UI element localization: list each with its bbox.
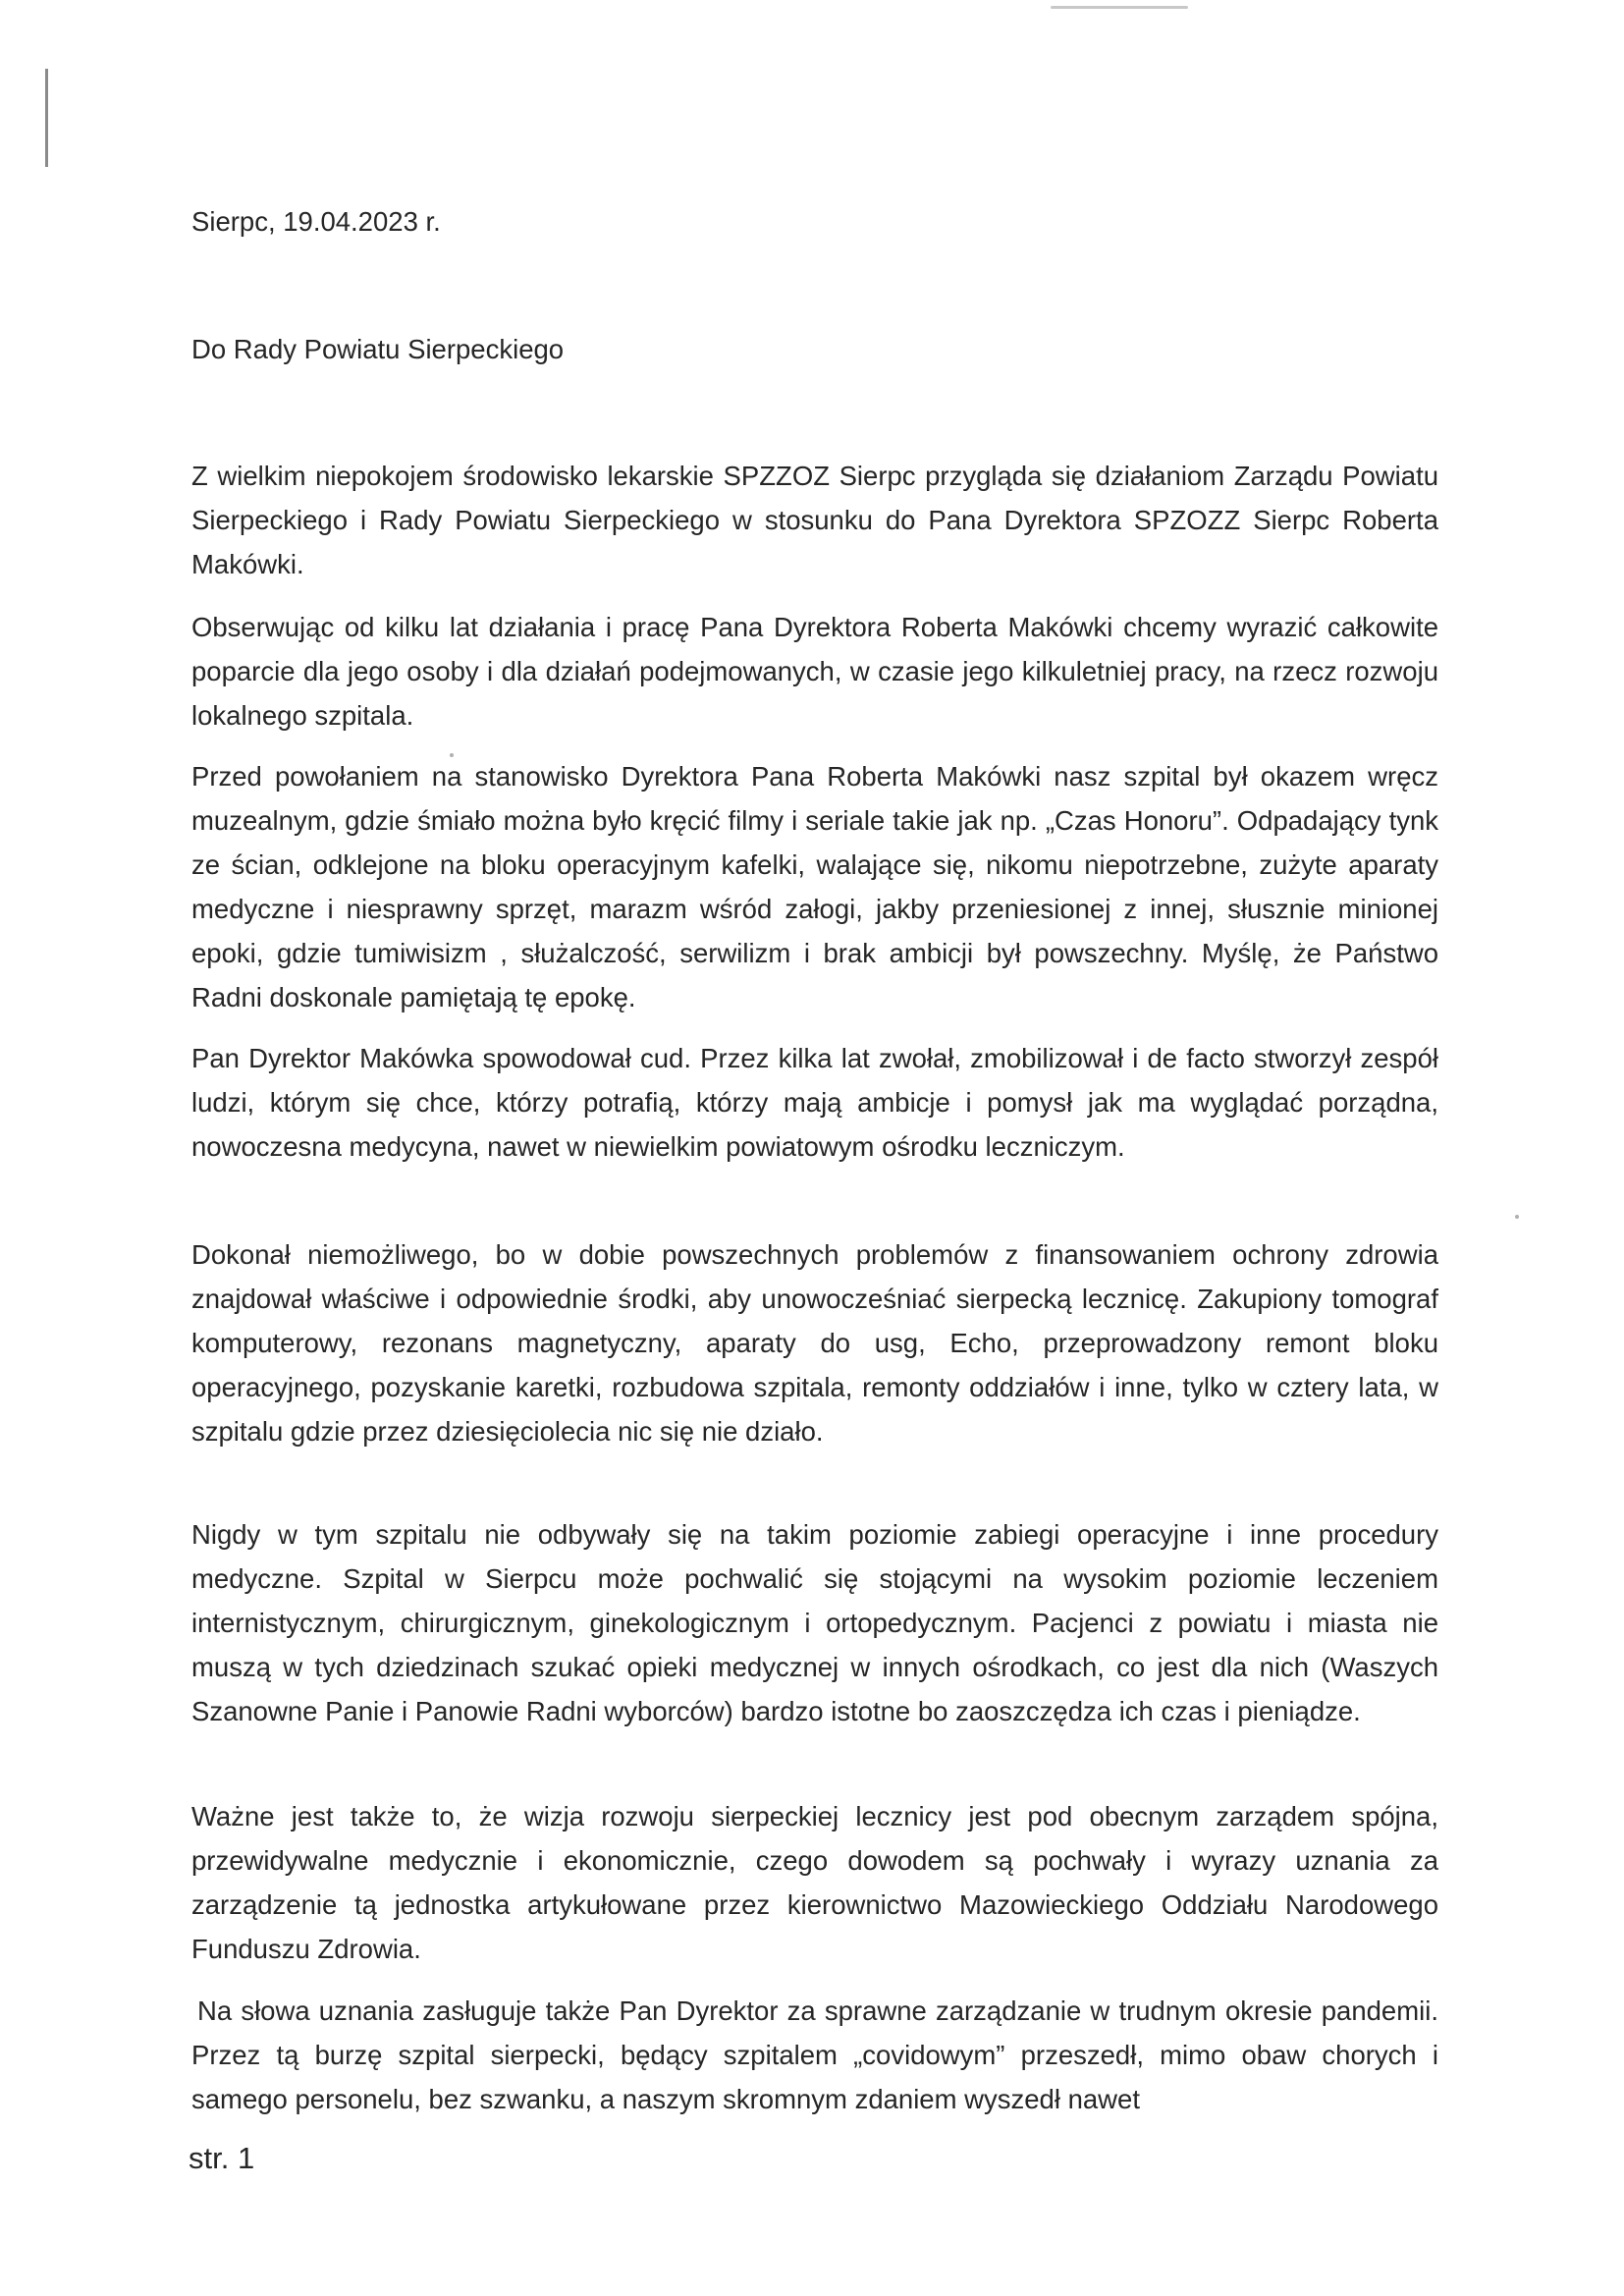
- paragraph-1: Z wielkim niepokojem środowisko lekarskie SPZZOZ Sierpc przygląda się działaniom Zarządu Powiatu Sierpeckiego i Rady Powiatu Sierpeckiego w stosunku do Pana Dyrektora SPZOZZ Sierpc Roberta Makówki.: [191, 461, 1438, 579]
- scan-speck: [1515, 1215, 1519, 1219]
- paragraph-5: Dokonał niemożliwego, bo w dobie powszechnych problemów z finansowaniem ochrony zdrowia znajdował właściwe i odpowiednie środki, aby unowocześniać sierpecką lecznicę. Zakupiony tomograf komputerowy, rezonans magnetyczny, aparaty do usg, Echo, przeprowadzony remont bloku operacyjnego, pozyskanie karetki, rozbudowa szpitala, remonty oddziałów i inne, tylko w cztery lata, w szpitalu gdzie przez dziesięciolecia nic się nie działo.: [191, 1239, 1438, 1447]
- paragraph-7: Ważne jest także to, że wizja rozwoju sierpeckiej lecznicy jest pod obecnym zarządem spójna, przewidywalne medycznie i ekonomicznie, czego dowodem są pochwały i wyrazy uznania za zarządzenie tą jednostka artykułowane przez kierownictwo Mazowieckiego Oddziału Narodowego Funduszu Zdrowia.: [191, 1801, 1438, 1964]
- paragraph-6: Nigdy w tym szpitalu nie odbywały się na takim poziomie zabiegi operacyjne i inne procedury medyczne. Szpital w Sierpcu może pochwalić się stojącymi na wysokim poziomie leczeniem internistycznym, chirurgicznym, ginekologicznym i ortopedycznym. Pacjenci z powiatu i miasta nie muszą w tych dziedzinach szukać opieki medycznej w innych ośrodkach, co jest dla nich (Waszych Szanowne Panie i Panowie Radni wyborców) bardzo istotne bo zaoszczędza ich czas i pieniądze.: [191, 1519, 1438, 1726]
- scan-artifact-top: [1051, 6, 1188, 9]
- paragraph-2: Obserwując od kilku lat działania i pracę Pana Dyrektora Roberta Makówki chcemy wyrazić całkowite poparcie dla jego osoby i dla działań podejmowanych, w czasie jego kilkuletniej pracy, na rzecz rozwoju lokalnego szpitala.: [191, 612, 1438, 731]
- page-number: str. 1: [189, 2141, 255, 2175]
- scan-artifact-left: [45, 69, 48, 167]
- paragraph-8: [191, 1989, 1438, 2121]
- letter-recipient: Do Rady Powiatu Sierpeckiego: [191, 334, 565, 364]
- paragraph-8-text: Na słowa uznania zasługuje także Pan Dyrektor za sprawne zarządzanie w trudnym okresie pandemii. Przez tą burzę szpital sierpecki, będący szpitalem „covidowym” przeszedł, mimo obaw chorych i samego personelu, bez szwanku, a naszym skromnym zdaniem wyszedł nawet: [191, 1995, 1438, 2114]
- paragraph-3: Przed powołaniem na stanowisko Dyrektora Pana Roberta Makówki nasz szpital był okazem wręcz muzealnym, gdzie śmiało można było kręcić filmy i seriale takie jak np. „Czas Honoru”. Odpadający tynk ze ścian, odklejone na bloku operacyjnym kafelki, walające się, nikomu niepotrzebne, zużyte aparaty medyczne i niesprawny sprzęt, marazm wśród załogi, jakby przeniesionej z innej, słusznie minionej epoki, gdzie tumiwisizm , służalczość, serwilizm i brak ambicji był powszechny. Myślę, że Państwo Radni doskonale pamiętają tę epokę.: [191, 761, 1438, 1012]
- letter-date: Sierpc, 19.04.2023 r.: [191, 206, 441, 237]
- paragraph-4: Pan Dyrektor Makówka spowodował cud. Przez kilka lat zwołał, zmobilizował i de facto stworzył zespół ludzi, którym się chce, którzy potrafią, którzy mają ambicje i pomysł jak ma wyglądać porządna, nowoczesna medycyna, nawet w niewielkim powiatowym ośrodku leczniczym.: [191, 1043, 1438, 1162]
